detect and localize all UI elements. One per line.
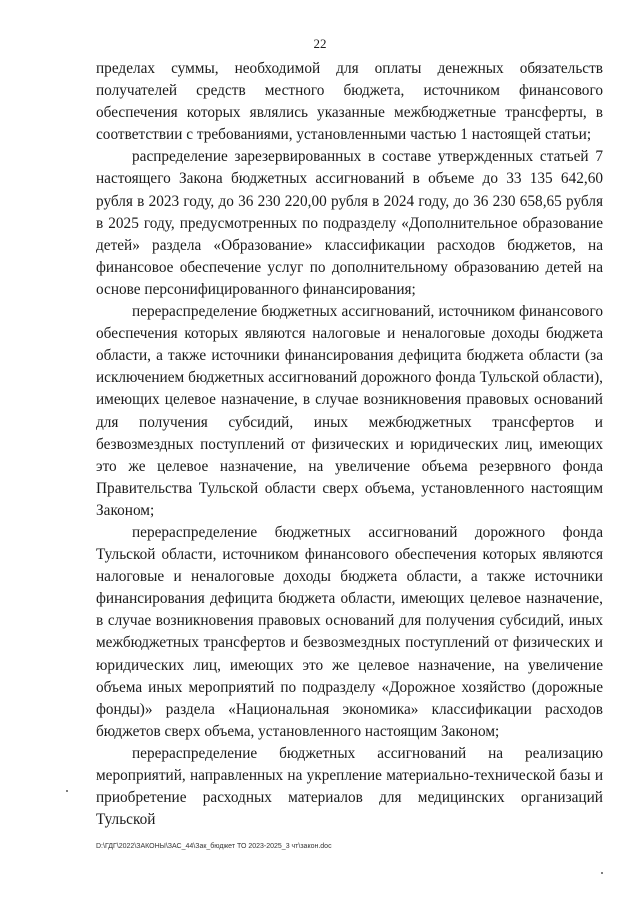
paragraph-1: пределах суммы, необходимой для оплаты денежных обязательств получателей средств местного бюджета, источником финансового обеспечения которых являлись указанные межбюджетные трансферты, в соответствии с требованиями, установленными частью 1 настоящей статьи; <box>96 60 603 144</box>
paragraph-5: перераспределение бюджетных ассигнований на реализацию мероприятий, направленных на укрепление материально-технической базы и приобретение расходных материалов для медицинских организаций Тульской <box>96 744 603 829</box>
scan-speck <box>601 872 603 874</box>
paragraph-3: перераспределение бюджетных ассигнований, источником финансового обеспечения которых являются налоговые и неналоговые доходы бюджета области, а также источники финансирования дефицита бюджета области (за исключением бюджетных ассигнований дорожного фонда Тульской области), имеющих целевое назначение, в случае возникновения правовых оснований для получения субсидий, иных межбюджетных трансфертов и безвозмездных поступлений от физических и юридических лиц, имеющих это же целевое назначение, на увеличение объема резервного фонда Правительства Тульской области сверх объема, установленного настоящим Законом; <box>96 303 603 519</box>
page-number: 22 <box>313 36 327 51</box>
scan-speck <box>66 790 68 792</box>
footer-file-path: D:\ГДГ\2022\ЗАКОНЫ\ЗАС_44\Зак_бюджет ТО 2023-2025_3 чт\закон.doc <box>96 843 332 850</box>
paragraph-2: распределение зарезервированных в составе утвержденных статьей 7 настоящего Закона бюджетных ассигнований в объеме до 33 135 642,60 рубля в 2023 году, до 36 230 220,00 рубля в 2024 году, до 36 230 658,65 рубля в 2025 году, предусмотренных по подразделу «Дополнительное образование детей» раздела «Образование» классификации расходов бюджетов, на финансовое обеспечение услуг по дополнительному образованию детей на основе персонифицированного финансирования; <box>96 148 603 298</box>
document-body <box>96 58 603 831</box>
paragraph-4: перераспределение бюджетных ассигнований дорожного фонда Тульской области, источником финансового обеспечения которых являются налоговые и неналоговые доходы бюджета области, а также источники финансирования дефицита бюджета области, имеющих целевое назначение, в случае возникновения правовых оснований для получения субсидий, иных межбюджетных трансфертов и безвозмездных поступлений от физических и юридических лиц, имеющих это же целевое назначение, на увеличение объема иных мероприятий по подразделу «Дорожное хозяйство (дорожные фонды)» раздела «Национальная экономика» классификации расходов бюджетов сверх объема, установленного настоящим Законом; <box>96 523 603 740</box>
